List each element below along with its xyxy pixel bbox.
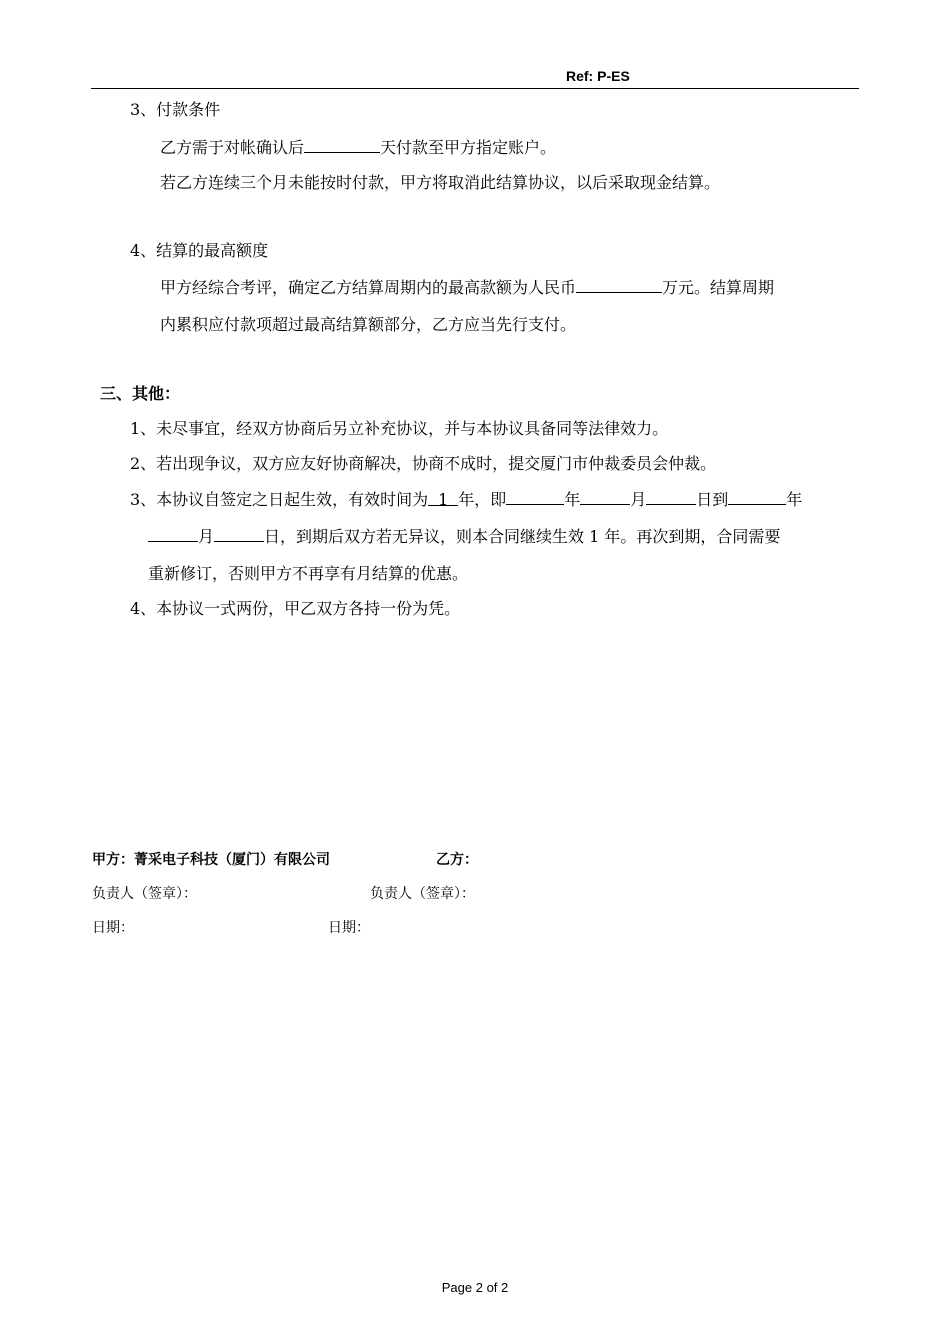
section-other-heading: 三、其他： [100,384,181,403]
document-reference: Ref: P-ES [566,68,630,84]
start-year-blank [506,488,564,505]
end-year-blank [728,488,786,505]
start-day-label: 日到 [696,490,729,509]
payment-terms-text-a: 乙方需于对帐确认后 [160,138,305,157]
credit-limit-text-a: 甲方经综合考评，确定乙方结算周期内的最高款额为人民币 [160,278,577,297]
end-day-blank [214,525,264,542]
start-year-label: 年 [564,490,581,509]
other-item-1: 1、未尽事宜，经双方协商后另立补充协议，并与本协议具备同等法律效力。 [130,419,669,438]
credit-limit-line1 [160,276,774,299]
other-item-3-line3: 重新修订，否则甲方不再享有月结算的优惠。 [148,564,469,583]
end-month-blank [148,525,198,542]
credit-limit-line2: 内累积应付款项超过最高结算额部分，乙方应当先行支付。 [160,315,577,334]
end-month-label: 月 [198,527,215,546]
party-a-date: 日期： [92,920,134,936]
other-item-3-line2 [148,525,780,548]
start-month-label: 月 [630,490,647,509]
start-day-blank [646,488,696,505]
party-a-name: 甲方：菁采电子科技（厦门）有限公司 [92,852,330,868]
credit-limit-title: 4、结算的最高额度 [130,241,269,260]
page-number: Page 2 of 2 [441,1280,509,1295]
other-item-3-line1 [130,488,802,511]
payment-terms-line2: 若乙方连续三个月未能按时付款，甲方将取消此结算协议，以后采取现金结算。 [160,173,721,192]
end-year-label: 年 [786,490,803,509]
validity-years: 1 [428,489,458,506]
credit-limit-amount-blank [576,276,662,293]
validity-text-b: 年，即 [458,490,507,509]
party-b-name: 乙方： [436,852,478,868]
payment-days-blank [304,136,380,153]
credit-limit-text-b: 万元。结算周期 [662,278,775,297]
payment-terms-line1 [160,136,556,159]
validity-text-a: 3、本协议自签定之日起生效，有效时间为 [130,490,429,509]
start-month-blank [580,488,630,505]
party-b-signer: 负责人（签章）： [370,886,475,902]
end-day-label: 日，到期后双方若无异议，则本合同继续生效 1 年。再次到期，合同需要 [264,527,781,546]
payment-terms-title: 3、付款条件 [130,100,221,119]
payment-terms-text-b: 天付款至甲方指定账户。 [380,138,557,157]
header-rule [91,88,859,89]
other-item-4: 4、本协议一式两份，甲乙双方各持一份为凭。 [130,599,461,618]
party-b-date: 日期： [328,920,370,936]
other-item-2: 2、若出现争议，双方应友好协商解决，协商不成时，提交厦门市仲裁委员会仲裁。 [130,454,717,473]
party-a-signer: 负责人（签章）： [92,886,197,902]
